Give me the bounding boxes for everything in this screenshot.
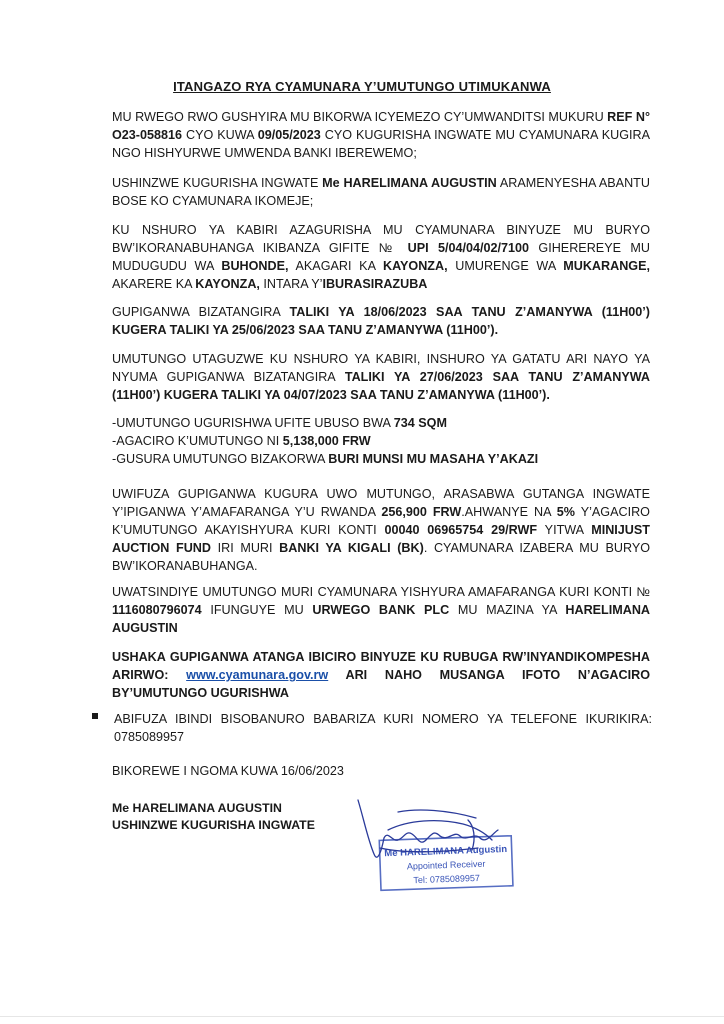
paragraph-bidding-dates-second: GUPIGANWA BIZATANGIRA TALIKI YA 18/06/2023 SAA TANU Z’AMANYWA (11H00’) KUGERA TALIKI YA 25/06/2023 SAA TANU Z’AMANYWA (11H00’). bbox=[112, 305, 650, 337]
stamp-icon bbox=[379, 836, 513, 891]
stamp-line-1: Me HARELIMANA Augustin bbox=[384, 843, 508, 860]
detail-visit: -GUSURA UMUTUNGO BIZAKORWA BURI MUNSI MU MASAHA Y’AKAZI bbox=[112, 452, 539, 466]
page-bottom-divider bbox=[0, 1016, 724, 1017]
signatory-name: Me HARELIMANA AUGUSTIN bbox=[112, 801, 282, 815]
paragraph-reference: MU RWEGO RWO GUSHYIRA MU BIKORWA ICYEMEZO CY’UMWANDITSI MUKURU REF N° O23-058816 CYO KUWA 09/05/2023 CYO KUGURISHA INGWATE MU CYAMUNARA KUGIRA NGO HISHYURWE UMWENDA BANKI IBEREWEMO; bbox=[112, 110, 650, 160]
signatory-role: USHINZWE KUGURISHA INGWATE bbox=[112, 818, 315, 832]
paragraph-bidding-dates-third: UMUTUNGO UTAGUZWE KU NSHURO YA KABIRI, INSHURO YA GATATU ARI NAYO YA NYUMA GUPIGANWA BIZATANGIRA TALIKI YA 27/06/2023 SAA TANU Z’AMANYWA (11H00’) KUGERA TALIKI YA 04/07/2023 SAA TANU Z’AMANYWA (11H00’). bbox=[112, 352, 651, 402]
stamp-line-2: Appointed Receiver bbox=[406, 858, 486, 872]
paragraph-payment: UWATSINDIYE UMUTUNGO MURI CYAMUNARA YISHYURA AMAFARANGA KURI KONTI № 1116080796074 IFUNGUYE MU URWEGO BANK PLC MU MAZINA YA HARELIMANA AUGUSTIN bbox=[112, 585, 651, 635]
signature-stamp-image bbox=[288, 790, 538, 900]
paragraph-property: KU NSHURO YA KABIRI AZAGURISHA MU CYAMUNARA BINYUZE MU BURYO BW’IKORANABUHANGA IKIBANZA GIFITE № UPI 5/04/04/02/7100 GIHEREREYE MU MUDUGUDU WA BUHONDE, AKAGARI KA KAYONZA, UMURENGE WA MUKARANGE, AKARERE KA KAYONZA, INTARA Y’IBURASIRAZUBA bbox=[112, 223, 650, 291]
contact-bullet: ABIFUZA IBINDI BISOBANURO BABARIZA KURI NOMERO YA TELEFONE IKURIKIRA: 0785089957 bbox=[92, 710, 652, 746]
paragraph-announcer: USHINZWE KUGURISHA INGWATE Me HARELIMANA AUGUSTIN ARAMENYESHA ABANTU BOSE KO CYAMUNARA IKOMEJE; bbox=[112, 176, 650, 208]
bullet-icon bbox=[92, 713, 98, 719]
detail-area: -UMUTUNGO UGURISHWA UFITE UBUSO BWA 734 SQM bbox=[112, 416, 447, 430]
signatory-block bbox=[112, 800, 315, 834]
document-title: ITANGAZO RYA CYAMUNARA Y’UMUTUNGO UTIMUKANWA bbox=[173, 79, 551, 94]
property-details bbox=[112, 414, 650, 468]
paragraph-deposit: UWIFUZA GUPIGANWA KUGURA UWO MUTUNGO, ARASABWA GUTANGA INGWATE Y’IPIGANWA Y’AMAFARANGA Y’U RWANDA 256,900 FRW.AHWANYE NA 5% Y’AGACIRO K’UMUTUNGO AKAYISHYURA KURI KONTI 00040 06965754 29/RWF YITWA MINIJUST AUCTION FUND IRI MURI BANKI YA KIGALI (BK). CYAMUNARA IZABERA MU BURYO BW’IKORANABUHANGA. bbox=[112, 487, 651, 573]
stamp-line-3: Tel: 0785089957 bbox=[413, 872, 481, 886]
paragraph-website: USHAKA GUPIGANWA ATANGA IBICIRO BINYUZE KU RUBUGA RW’INYANDIKOMPESHA ARIRWO: www.cyamunara.gov.rw ARI NAHO MUSANGA IFOTO N’AGACIRO BY’UMUTUNGO UGURISHWA bbox=[112, 650, 650, 700]
detail-value: -AGACIRO K’UMUTUNGO NI 5,138,000 FRW bbox=[112, 434, 371, 448]
place-and-date: BIKOREWE I NGOMA KUWA 16/06/2023 bbox=[112, 764, 344, 778]
auction-website-link[interactable]: www.cyamunara.gov.rw bbox=[186, 668, 329, 682]
